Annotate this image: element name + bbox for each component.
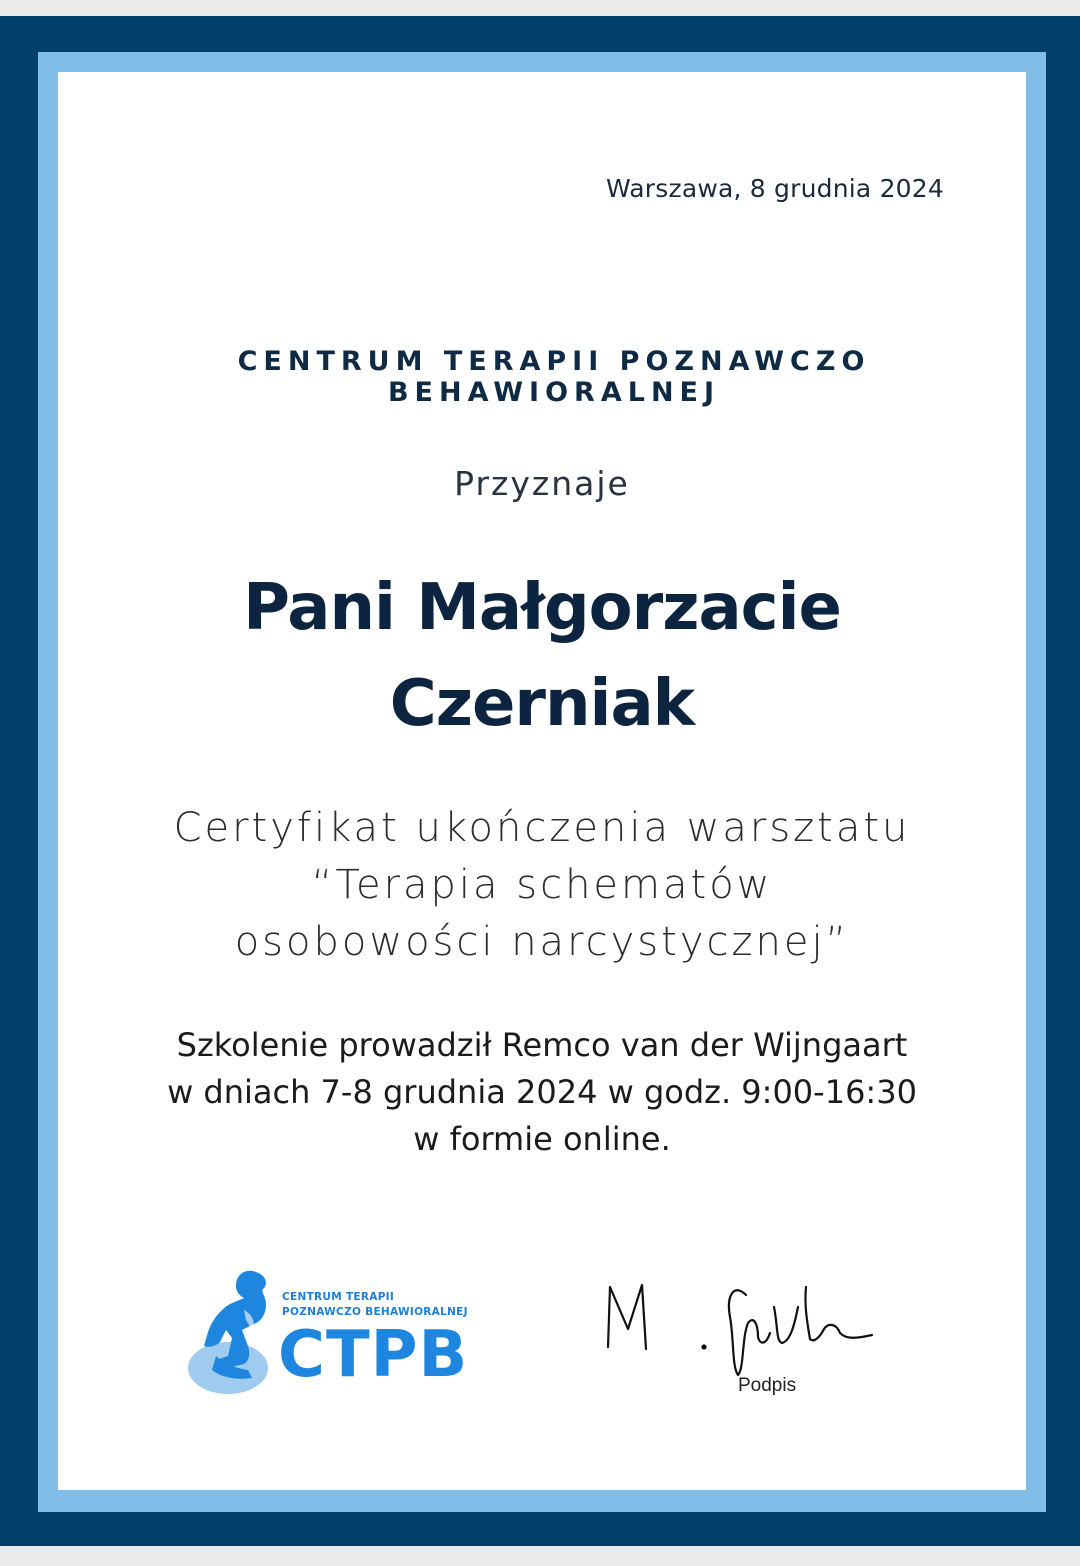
recipient-name-line-1: Pani Małgorzacie (243, 571, 841, 645)
issue-date: Warszawa, 8 grudnia 2024 (605, 174, 944, 203)
logo-subtitle (282, 1290, 468, 1320)
certificate-title-line-1: Certyfikat ukończenia warsztatu (173, 805, 911, 851)
organization-name: CENTRUM TERAPII POZNAWCZO BEHAWIORALNEJ (237, 346, 871, 408)
certificate-frame-inner (38, 52, 1046, 1512)
logo-acronym: CTPB (278, 1318, 469, 1392)
handwritten-signature (598, 1267, 898, 1387)
training-details (58, 1022, 1026, 1163)
certificate-frame-outer (0, 16, 1080, 1546)
training-details-line-3: w formie online. (413, 1120, 671, 1158)
logo-subtitle-line-2: POZNAWCZO BEHAWIORALNEJ (282, 1306, 468, 1318)
recipient-name-line-2: Czerniak (389, 667, 695, 741)
awards-label: Przyznaje (454, 464, 630, 503)
signature-label: Podpis (738, 1375, 797, 1396)
recipient-name (58, 560, 1026, 752)
training-details-line-2: w dniach 7-8 grudnia 2024 w godz. 9:00-16:30 (167, 1073, 917, 1111)
ctpb-logo (186, 1260, 486, 1400)
thinker-figure-icon (186, 1260, 286, 1400)
certificate-title (58, 800, 1026, 971)
certificate-title-line-2: “Terapia schematów (311, 862, 773, 908)
signature-block (598, 1267, 898, 1407)
logo-subtitle-line-1: CENTRUM TERAPII (282, 1291, 395, 1303)
training-details-line-1: Szkolenie prowadził Remco van der Wijngaart (176, 1026, 908, 1064)
top-strip (0, 0, 1080, 16)
certificate-title-line-3: osobowości narcystycznej” (234, 919, 850, 965)
certificate-page (58, 72, 1026, 1490)
